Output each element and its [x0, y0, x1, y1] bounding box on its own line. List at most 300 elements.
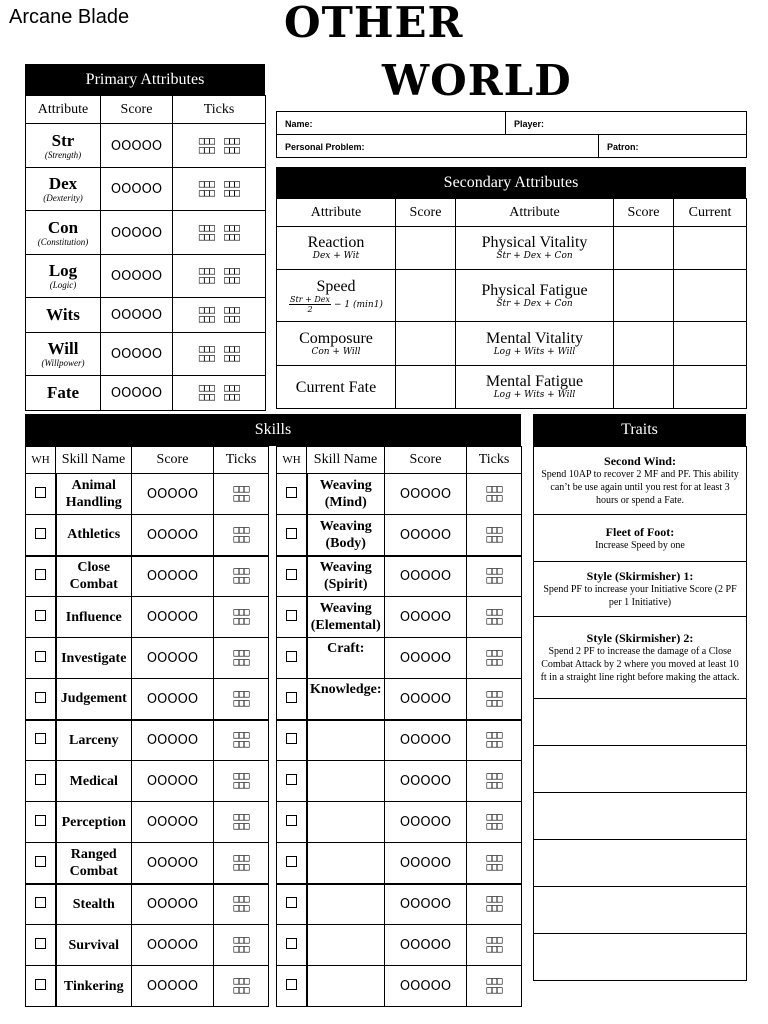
score-circles[interactable]: OOOOO — [399, 610, 452, 625]
trait-cell[interactable] — [534, 887, 747, 934]
trait-cell[interactable] — [534, 934, 747, 981]
tick-boxes[interactable]: □□□ □□□ □□□ □□□ — [198, 383, 240, 403]
skill-ticks-cell[interactable] — [214, 843, 269, 884]
tick-boxes[interactable]: □□□ □□□ — [233, 688, 249, 709]
tick-boxes[interactable]: □□□ □□□ □□□ □□□ — [198, 135, 240, 156]
skill-name-cell[interactable] — [307, 966, 385, 1007]
skill-name: Athletics — [67, 527, 121, 543]
tick-boxes[interactable]: □□□ □□□ — [233, 976, 249, 996]
primary-header-attribute: Attribute — [26, 96, 101, 124]
skill-ticks-cell[interactable] — [467, 638, 522, 679]
attribute-score-cell[interactable] — [101, 255, 173, 298]
skill-name: Craft: — [327, 641, 365, 656]
attribute-abbr: Fate — [46, 383, 80, 402]
wh-checkbox-cell[interactable] — [26, 597, 56, 638]
secondary-score-cell[interactable] — [396, 366, 456, 409]
score-circles[interactable]: OOOOO — [146, 487, 199, 502]
wh-checkbox[interactable] — [286, 733, 297, 744]
skill-ticks-cell[interactable] — [214, 966, 269, 1007]
tick-boxes[interactable]: □□□ □□□ □□□ □□□ — [198, 344, 240, 364]
score-circles[interactable]: OOOOO — [399, 979, 452, 994]
skill-score-cell[interactable] — [132, 802, 214, 843]
attribute-score-cell[interactable] — [101, 376, 173, 411]
skill-ticks-cell[interactable] — [467, 515, 522, 556]
tick-boxes[interactable]: □□□ □□□ — [486, 771, 502, 791]
skill-row — [277, 761, 522, 802]
skill-score-cell[interactable] — [385, 515, 467, 556]
score-circles[interactable]: OOOOO — [399, 651, 452, 666]
skill-score-cell[interactable] — [132, 761, 214, 802]
tick-boxes[interactable]: □□□ □□□ — [486, 688, 502, 709]
skill-name-cell[interactable] — [307, 556, 385, 597]
score-circles[interactable]: OOOOO — [110, 269, 163, 284]
skill-name-cell[interactable] — [56, 802, 132, 843]
secondary-attribute-formula: Con + Will — [311, 346, 361, 357]
wh-checkbox-cell[interactable] — [26, 843, 56, 884]
name-field[interactable] — [277, 112, 506, 135]
fraction-numerator: Str + Dex — [290, 294, 330, 304]
wh-checkbox[interactable] — [286, 528, 297, 539]
skill-score-cell[interactable] — [132, 515, 214, 556]
skill-score-cell[interactable] — [385, 720, 467, 761]
wh-checkbox-cell[interactable] — [277, 925, 307, 966]
trait-row — [534, 617, 747, 699]
skill-score-cell[interactable] — [385, 638, 467, 679]
score-circles[interactable]: OOOOO — [146, 569, 199, 585]
player-field[interactable] — [506, 112, 747, 135]
secondary-score-cell[interactable] — [396, 270, 456, 322]
wh-checkbox-cell[interactable] — [26, 925, 56, 966]
skills-right-header-score: Score — [385, 447, 467, 474]
skill-row — [26, 761, 269, 802]
secondary-score-cell[interactable] — [614, 270, 674, 322]
attribute-score-cell[interactable] — [101, 168, 173, 211]
score-circles[interactable]: OOOOO — [146, 897, 199, 913]
secondary-attribute-name-cell — [277, 322, 396, 366]
skill-score-cell[interactable] — [385, 679, 467, 720]
skill-name-cell[interactable] — [307, 638, 385, 679]
score-circles[interactable]: OOOOO — [110, 138, 163, 154]
personal-problem-field[interactable] — [277, 135, 599, 158]
attribute-full-name: (Willpower) — [41, 358, 85, 368]
skill-row — [277, 638, 522, 679]
skill-name-cell[interactable] — [56, 597, 132, 638]
score-circles[interactable]: OOOOO — [399, 815, 452, 830]
skill-name-cell[interactable] — [307, 515, 385, 556]
wh-checkbox-cell[interactable] — [277, 802, 307, 843]
score-circles[interactable]: OOOOO — [146, 691, 199, 707]
skill-row — [26, 843, 269, 884]
skill-score-cell[interactable] — [385, 761, 467, 802]
wh-checkbox[interactable] — [35, 651, 46, 662]
skill-row — [26, 515, 269, 556]
secondary-score-cell[interactable] — [614, 322, 674, 366]
skill-score-cell[interactable] — [385, 474, 467, 515]
skill-name: Close Combat — [69, 560, 118, 593]
wh-checkbox-cell[interactable] — [26, 720, 56, 761]
secondary-attribute-name: Physical Vitality — [481, 234, 588, 251]
wh-checkbox[interactable] — [35, 774, 46, 785]
skill-ticks-cell[interactable] — [467, 843, 522, 884]
tick-boxes[interactable]: □□□ □□□ — [486, 812, 502, 832]
wh-checkbox[interactable] — [286, 569, 297, 580]
wh-checkbox-cell[interactable] — [277, 761, 307, 802]
skill-row — [26, 679, 269, 720]
skill-score-cell[interactable] — [132, 556, 214, 597]
wh-checkbox[interactable] — [35, 815, 46, 826]
skill-name-cell[interactable] — [307, 679, 385, 720]
score-circles[interactable]: OOOOO — [146, 774, 199, 789]
score-circles[interactable]: OOOOO — [399, 527, 452, 543]
skill-name-cell[interactable] — [56, 843, 132, 884]
wh-checkbox[interactable] — [35, 733, 46, 744]
skill-name: Perception — [61, 814, 126, 830]
primary-attribute-name-cell — [26, 376, 101, 411]
tick-boxes[interactable]: □□□ □□□ — [486, 524, 502, 545]
score-circles[interactable]: OOOOO — [399, 855, 452, 871]
skill-ticks-cell[interactable] — [214, 802, 269, 843]
secondary-current-cell[interactable] — [674, 270, 747, 322]
attribute-score-cell[interactable] — [101, 333, 173, 376]
tick-boxes[interactable]: □□□ □□□ — [233, 852, 249, 873]
wh-checkbox-cell[interactable] — [277, 966, 307, 1007]
skill-name-cell[interactable] — [56, 556, 132, 597]
skill-ticks-cell[interactable] — [467, 474, 522, 515]
skill-score-cell[interactable] — [385, 966, 467, 1007]
attribute-ticks-cell[interactable] — [173, 124, 266, 168]
wh-checkbox-cell[interactable] — [26, 515, 56, 556]
tick-boxes[interactable]: □□□ □□□ — [233, 935, 249, 955]
tick-boxes[interactable]: □□□ □□□ — [486, 484, 502, 504]
score-circles[interactable]: OOOOO — [146, 651, 199, 666]
tick-boxes[interactable]: □□□ □□□ □□□ □□□ — [198, 222, 240, 243]
score-circles[interactable]: OOOOO — [146, 527, 199, 543]
secondary-current-cell[interactable] — [674, 322, 747, 366]
player-label: Player: — [514, 119, 545, 129]
attribute-ticks-cell[interactable] — [173, 168, 266, 211]
trait-cell[interactable] — [534, 515, 747, 562]
wh-checkbox[interactable] — [35, 938, 46, 949]
wh-checkbox-cell[interactable] — [277, 638, 307, 679]
score-circles[interactable]: OOOOO — [146, 815, 199, 830]
trait-cell[interactable] — [534, 746, 747, 793]
trait-title: Style (Skirmisher) 1: — [586, 569, 694, 583]
wh-checkbox[interactable] — [286, 651, 297, 662]
tick-boxes[interactable]: □□□ □□□ — [486, 976, 502, 996]
skill-row — [26, 638, 269, 679]
skill-name-cell[interactable] — [56, 925, 132, 966]
score-circles[interactable]: OOOOO — [146, 979, 199, 994]
skill-name-cell[interactable] — [56, 474, 132, 515]
tick-boxes[interactable]: □□□ □□□ — [233, 484, 249, 504]
tick-boxes[interactable]: □□□ □□□ — [486, 648, 502, 668]
tick-boxes[interactable]: □□□ □□□ □□□ □□□ — [198, 305, 240, 325]
trait-row — [534, 840, 747, 887]
skill-row — [277, 679, 522, 720]
secondary-attribute-name-cell — [277, 227, 396, 270]
primary-attributes-table — [25, 95, 266, 411]
skill-score-cell[interactable] — [385, 925, 467, 966]
skill-ticks-cell[interactable] — [214, 474, 269, 515]
secondary-attribute-name-cell — [277, 366, 396, 409]
skill-row — [26, 720, 269, 761]
skill-name: Stealth — [72, 896, 115, 912]
wh-checkbox[interactable] — [286, 979, 297, 990]
skill-ticks-cell[interactable] — [214, 638, 269, 679]
skills-left-header-name: Skill Name — [56, 447, 132, 474]
wh-checkbox[interactable] — [35, 528, 46, 539]
secondary-attribute-formula — [277, 295, 395, 314]
secondary-score-cell[interactable] — [614, 366, 674, 409]
tick-boxes[interactable]: □□□ □□□ □□□ □□□ — [198, 266, 240, 286]
tick-boxes[interactable]: □□□ □□□ — [233, 566, 249, 587]
secondary-attribute-formula: Dex + Wit — [312, 251, 360, 261]
tick-boxes[interactable]: □□□ □□□ — [233, 771, 249, 791]
secondary-score-cell[interactable] — [396, 322, 456, 366]
skill-score-cell[interactable] — [132, 966, 214, 1007]
attribute-score-cell[interactable] — [101, 211, 173, 255]
skill-score-cell[interactable] — [385, 556, 467, 597]
skill-name-cell[interactable] — [307, 884, 385, 925]
skill-ticks-cell[interactable] — [467, 925, 522, 966]
attribute-ticks-cell[interactable] — [173, 255, 266, 298]
attribute-ticks-cell[interactable] — [173, 298, 266, 333]
tick-boxes[interactable]: □□□ □□□ — [486, 607, 502, 627]
skill-ticks-cell[interactable] — [467, 761, 522, 802]
primary-header-ticks: Ticks — [173, 96, 266, 124]
skill-ticks-cell[interactable] — [467, 597, 522, 638]
wh-checkbox[interactable] — [286, 897, 297, 908]
score-circles[interactable]: OOOOO — [399, 774, 452, 789]
skill-name-cell[interactable] — [307, 761, 385, 802]
wh-checkbox-cell[interactable] — [26, 966, 56, 1007]
trait-row — [534, 793, 747, 840]
attribute-ticks-cell[interactable] — [173, 211, 266, 255]
skill-ticks-cell[interactable] — [467, 720, 522, 761]
secondary-current-cell[interactable] — [674, 227, 747, 270]
attribute-abbr: Will — [47, 339, 79, 358]
wh-checkbox-cell[interactable] — [26, 638, 56, 679]
tick-boxes[interactable]: □□□ □□□ — [486, 730, 502, 751]
primary-attribute-row — [26, 298, 266, 333]
wh-checkbox[interactable] — [286, 938, 297, 949]
wh-checkbox[interactable] — [286, 692, 297, 703]
skill-score-cell[interactable] — [132, 474, 214, 515]
score-circles[interactable]: OOOOO — [146, 938, 199, 953]
skill-score-cell[interactable] — [385, 597, 467, 638]
primary-attributes-header: Primary Attributes — [25, 64, 265, 95]
skill-ticks-cell[interactable] — [214, 761, 269, 802]
tick-boxes[interactable]: □□□ □□□ — [486, 935, 502, 955]
score-circles[interactable]: OOOOO — [110, 386, 163, 401]
skill-score-cell[interactable] — [132, 843, 214, 884]
trait-cell[interactable] — [534, 562, 747, 617]
wh-checkbox[interactable] — [35, 569, 46, 580]
score-circles[interactable]: OOOOO — [146, 610, 199, 625]
score-circles[interactable]: OOOOO — [110, 308, 163, 323]
tick-boxes[interactable]: □□□ □□□ — [233, 648, 249, 668]
wh-checkbox[interactable] — [35, 692, 46, 703]
wh-checkbox[interactable] — [35, 610, 46, 621]
skill-row — [26, 556, 269, 597]
wh-checkbox-cell[interactable] — [277, 474, 307, 515]
secondary-score-cell[interactable] — [396, 227, 456, 270]
skill-ticks-cell[interactable] — [214, 925, 269, 966]
patron-field[interactable] — [599, 135, 747, 158]
skill-score-cell[interactable] — [385, 802, 467, 843]
skill-ticks-cell[interactable] — [214, 597, 269, 638]
secondary-attribute-formula: Log + Wits + Will — [493, 390, 576, 400]
logo-line1: OTHER — [284, 0, 464, 47]
skill-ticks-cell[interactable] — [467, 884, 522, 925]
wh-checkbox[interactable] — [286, 774, 297, 785]
wh-checkbox-cell[interactable] — [26, 679, 56, 720]
secondary-attribute-name: Mental Fatigue — [485, 373, 584, 390]
skill-name-cell[interactable] — [56, 515, 132, 556]
wh-checkbox-cell[interactable] — [26, 802, 56, 843]
skill-ticks-cell[interactable] — [214, 720, 269, 761]
skill-name-cell[interactable] — [307, 843, 385, 884]
skill-name-cell[interactable] — [307, 925, 385, 966]
tick-boxes[interactable]: □□□ □□□ — [233, 894, 249, 915]
wh-checkbox-cell[interactable] — [277, 843, 307, 884]
skill-name-cell[interactable] — [56, 884, 132, 925]
skill-score-cell[interactable] — [132, 597, 214, 638]
skill-name-cell[interactable] — [307, 720, 385, 761]
attribute-abbr: Dex — [48, 174, 78, 193]
tick-boxes[interactable]: □□□ □□□ — [486, 852, 502, 873]
secondary-header-score-left: Score — [396, 199, 456, 227]
wh-checkbox[interactable] — [35, 487, 46, 498]
skill-score-cell[interactable] — [132, 720, 214, 761]
tick-boxes[interactable]: □□□ □□□ — [233, 607, 249, 627]
trait-cell[interactable] — [534, 447, 747, 515]
tick-boxes[interactable]: □□□ □□□ — [486, 566, 502, 587]
skill-name-cell[interactable] — [56, 720, 132, 761]
wh-checkbox-cell[interactable] — [277, 556, 307, 597]
tick-boxes[interactable]: □□□ □□□ □□□ □□□ — [198, 179, 240, 199]
skill-score-cell[interactable] — [132, 884, 214, 925]
skill-name: Weaving (Mind) — [319, 478, 372, 510]
skill-score-cell[interactable] — [132, 925, 214, 966]
skill-ticks-cell[interactable] — [467, 966, 522, 1007]
wh-checkbox-cell[interactable] — [26, 884, 56, 925]
wh-checkbox[interactable] — [35, 856, 46, 867]
score-circles[interactable]: OOOOO — [399, 897, 452, 913]
score-circles[interactable]: OOOOO — [399, 487, 452, 502]
skill-name-cell[interactable] — [307, 474, 385, 515]
attribute-ticks-cell[interactable] — [173, 376, 266, 411]
trait-title: Fleet of Foot: — [605, 524, 675, 539]
trait-description: Increase Speed by one — [595, 539, 685, 551]
trait-cell[interactable] — [534, 699, 747, 746]
tick-boxes[interactable]: □□□ □□□ — [486, 894, 502, 915]
skill-name-cell[interactable] — [56, 638, 132, 679]
skill-name-cell[interactable] — [307, 597, 385, 638]
skill-name: Weaving (Spirit) — [319, 560, 372, 593]
wh-checkbox[interactable] — [286, 856, 297, 867]
skill-ticks-cell[interactable] — [467, 556, 522, 597]
attribute-abbr: Str — [51, 130, 75, 150]
secondary-attribute-row — [277, 227, 747, 270]
secondary-attribute-name-cell — [456, 366, 614, 409]
wh-checkbox-cell[interactable] — [277, 515, 307, 556]
score-circles[interactable]: OOOOO — [399, 691, 452, 707]
skill-score-cell[interactable] — [132, 679, 214, 720]
secondary-current-cell[interactable] — [674, 366, 747, 409]
score-circles[interactable]: OOOOO — [110, 347, 163, 362]
attribute-ticks-cell[interactable] — [173, 333, 266, 376]
skill-name-cell[interactable] — [56, 761, 132, 802]
wh-checkbox-cell[interactable] — [26, 474, 56, 515]
skill-row — [26, 802, 269, 843]
score-circles[interactable]: OOOOO — [399, 938, 452, 953]
secondary-attribute-row — [277, 366, 747, 409]
skill-ticks-cell[interactable] — [467, 802, 522, 843]
skill-ticks-cell[interactable] — [214, 884, 269, 925]
skill-name-cell[interactable] — [56, 679, 132, 720]
trait-cell[interactable] — [534, 793, 747, 840]
primary-attribute-name-cell — [26, 333, 101, 376]
wh-checkbox[interactable] — [286, 610, 297, 621]
tick-boxes[interactable]: □□□ □□□ — [233, 524, 249, 545]
skill-row — [26, 474, 269, 515]
score-circles[interactable]: OOOOO — [110, 225, 163, 241]
score-circles[interactable]: OOOOO — [110, 182, 163, 197]
skill-ticks-cell[interactable] — [214, 556, 269, 597]
wh-checkbox-cell[interactable] — [277, 679, 307, 720]
wh-checkbox[interactable] — [35, 897, 46, 908]
skill-row — [277, 925, 522, 966]
secondary-attribute-row — [277, 322, 747, 366]
skill-score-cell[interactable] — [385, 843, 467, 884]
wh-checkbox[interactable] — [286, 487, 297, 498]
attribute-abbr: Log — [48, 261, 78, 280]
wh-checkbox-cell[interactable] — [277, 597, 307, 638]
wh-checkbox-cell[interactable] — [277, 720, 307, 761]
score-circles[interactable]: OOOOO — [399, 569, 452, 585]
attribute-score-cell[interactable] — [101, 124, 173, 168]
logo-line2: WORLD — [382, 56, 572, 105]
score-circles[interactable]: OOOOO — [399, 733, 452, 749]
wh-checkbox[interactable] — [35, 979, 46, 990]
attribute-score-cell[interactable] — [101, 298, 173, 333]
trait-cell[interactable] — [534, 840, 747, 887]
tick-boxes[interactable]: □□□ □□□ — [233, 812, 249, 832]
primary-attribute-name-cell — [26, 298, 101, 333]
skill-name: Ranged Combat — [69, 846, 118, 879]
secondary-attribute-formula: Str + Dex + Con — [496, 251, 573, 261]
skill-ticks-cell[interactable] — [214, 679, 269, 720]
skill-ticks-cell[interactable] — [467, 679, 522, 720]
skills-left-header-ticks: Ticks — [214, 447, 269, 474]
skill-score-cell[interactable] — [132, 638, 214, 679]
trait-cell[interactable] — [534, 617, 747, 699]
score-circles[interactable]: OOOOO — [146, 733, 199, 749]
wh-checkbox-cell[interactable] — [26, 556, 56, 597]
wh-checkbox-cell[interactable] — [277, 884, 307, 925]
skill-score-cell[interactable] — [385, 884, 467, 925]
secondary-score-cell[interactable] — [614, 227, 674, 270]
score-circles[interactable]: OOOOO — [146, 855, 199, 871]
tick-boxes[interactable]: □□□ □□□ — [233, 730, 249, 751]
primary-attribute-row — [26, 333, 266, 376]
skill-name-cell[interactable] — [307, 802, 385, 843]
skill-ticks-cell[interactable] — [214, 515, 269, 556]
wh-checkbox-cell[interactable] — [26, 761, 56, 802]
wh-checkbox[interactable] — [286, 815, 297, 826]
skill-name-cell[interactable] — [56, 966, 132, 1007]
